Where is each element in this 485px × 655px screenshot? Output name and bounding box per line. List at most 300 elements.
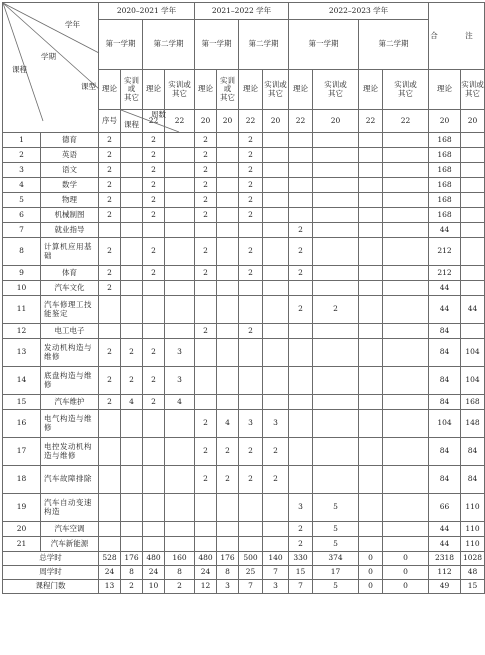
- hours-cell: 2: [239, 466, 263, 494]
- hours-cell: [165, 266, 195, 281]
- hours-cell: [263, 367, 289, 395]
- hours-cell: 2: [99, 238, 121, 266]
- totals-cell: 24: [195, 566, 217, 580]
- hours-cell: [383, 494, 429, 522]
- row-number: 2: [3, 148, 41, 163]
- hours-cell: 84: [429, 466, 461, 494]
- hours-cell: 44: [429, 522, 461, 537]
- totals-cell: 176: [121, 552, 143, 566]
- totals-cell: 330: [289, 552, 313, 566]
- hours-cell: [313, 178, 359, 193]
- weeks-value-10: 22: [383, 110, 429, 133]
- weeks-value-5: 22: [239, 110, 263, 133]
- hours-cell: 2: [99, 178, 121, 193]
- hours-cell: 2: [195, 208, 217, 223]
- hours-cell: [121, 281, 143, 296]
- curriculum-table: [2, 2, 485, 594]
- course-name: 发动机构造与维修: [41, 339, 99, 367]
- hours-cell: [263, 193, 289, 208]
- hours-cell: [99, 223, 121, 238]
- totals-cell: 3: [217, 580, 239, 594]
- hours-cell: [165, 466, 195, 494]
- type-theory-2: 理论: [143, 70, 165, 110]
- type-theory-4: 理论: [239, 70, 263, 110]
- table-row: [3, 367, 485, 395]
- hours-cell: 2: [195, 163, 217, 178]
- hours-cell: [313, 339, 359, 367]
- year-header-2: 2021–2022 学年: [195, 3, 289, 20]
- type-practice-3: 实训 或 其它: [217, 70, 239, 110]
- hours-cell: [217, 395, 239, 410]
- hours-cell: [383, 178, 429, 193]
- hours-cell: [263, 178, 289, 193]
- hours-cell: 2: [289, 266, 313, 281]
- hours-cell: [313, 324, 359, 339]
- totals-cell: 0: [383, 552, 429, 566]
- hours-cell: 5: [313, 537, 359, 552]
- hours-cell: 2: [239, 324, 263, 339]
- hours-cell: [359, 193, 383, 208]
- type-practice-1: 实训 或 其它: [121, 70, 143, 110]
- corner-term-label: 学期: [41, 52, 56, 61]
- hours-cell: [99, 296, 121, 324]
- hours-cell: [217, 537, 239, 552]
- course-name: 底盘构造与维修: [41, 367, 99, 395]
- hours-cell: [143, 438, 165, 466]
- hours-cell: 44: [461, 296, 485, 324]
- course-label: 课程: [124, 120, 139, 129]
- totals-cell: 2: [121, 580, 143, 594]
- hours-cell: [99, 522, 121, 537]
- hours-cell: [359, 324, 383, 339]
- table-row: [3, 208, 485, 223]
- hours-cell: 2: [143, 395, 165, 410]
- hours-cell: 4: [165, 395, 195, 410]
- weeks-value-11: 20: [429, 110, 461, 133]
- hours-cell: [121, 238, 143, 266]
- weeks-value-12: 20: [461, 110, 485, 133]
- corner-course-label: 课程: [12, 65, 27, 74]
- hours-cell: 3: [165, 367, 195, 395]
- hours-cell: [143, 494, 165, 522]
- hours-cell: [217, 339, 239, 367]
- hours-cell: [121, 193, 143, 208]
- course-name: 语文: [41, 163, 99, 178]
- table-row: [3, 133, 485, 148]
- hours-cell: [359, 281, 383, 296]
- course-name: 汽车文化: [41, 281, 99, 296]
- type-theory-6: 理论: [359, 70, 383, 110]
- course-name: 汽车故障排除: [41, 466, 99, 494]
- hours-cell: [289, 148, 313, 163]
- hours-cell: [461, 208, 485, 223]
- weeks-corner-box: [121, 110, 179, 132]
- hours-cell: 2: [239, 193, 263, 208]
- hours-cell: [165, 281, 195, 296]
- course-name: 电控发动机构造与维修: [41, 438, 99, 466]
- hours-cell: 2: [99, 208, 121, 223]
- hours-cell: 2: [99, 266, 121, 281]
- hours-cell: [165, 324, 195, 339]
- hours-cell: [359, 133, 383, 148]
- hours-cell: [289, 395, 313, 410]
- hours-cell: [461, 238, 485, 266]
- hours-cell: [143, 537, 165, 552]
- hours-cell: [99, 537, 121, 552]
- hours-cell: [359, 163, 383, 178]
- hours-cell: [239, 537, 263, 552]
- totals-cell: 7: [289, 580, 313, 594]
- hours-cell: [165, 148, 195, 163]
- hours-cell: 2: [195, 324, 217, 339]
- hours-cell: 110: [461, 494, 485, 522]
- hours-cell: [195, 223, 217, 238]
- hours-cell: [165, 223, 195, 238]
- hours-cell: 3: [263, 410, 289, 438]
- hours-cell: [121, 537, 143, 552]
- hours-cell: 2: [99, 133, 121, 148]
- hours-cell: 2: [195, 148, 217, 163]
- totals-cell: 1028: [461, 552, 485, 566]
- hours-cell: 3: [165, 339, 195, 367]
- hours-cell: 84: [429, 324, 461, 339]
- term-header-5: 第一学期: [289, 20, 359, 70]
- hours-cell: [313, 163, 359, 178]
- hours-cell: [289, 438, 313, 466]
- hours-cell: 5: [313, 522, 359, 537]
- row-number: 11: [3, 296, 41, 324]
- weeks-label: 周数: [151, 110, 166, 119]
- totals-cell: 7: [239, 580, 263, 594]
- hours-cell: [359, 208, 383, 223]
- hours-cell: 2: [121, 339, 143, 367]
- hours-cell: 104: [461, 339, 485, 367]
- course-name: 电气构造与维修: [41, 410, 99, 438]
- table-row: [3, 395, 485, 410]
- hours-cell: [195, 281, 217, 296]
- hours-cell: [461, 193, 485, 208]
- hours-cell: [239, 522, 263, 537]
- row-number: 13: [3, 339, 41, 367]
- course-name: 汽车维护: [41, 395, 99, 410]
- totals-cell: 49: [429, 580, 461, 594]
- row-number: 5: [3, 193, 41, 208]
- hours-cell: [383, 537, 429, 552]
- row-number: 16: [3, 410, 41, 438]
- term-header-6: 第二学期: [359, 20, 429, 70]
- hours-cell: [165, 193, 195, 208]
- row-number: 6: [3, 208, 41, 223]
- weeks-value-8: 20: [313, 110, 359, 133]
- hours-cell: 2: [143, 266, 165, 281]
- course-name: 汽车新能源: [41, 537, 99, 552]
- hours-cell: 2: [99, 148, 121, 163]
- course-name: 汽车修理工技能鉴定: [41, 296, 99, 324]
- hours-cell: [143, 223, 165, 238]
- hours-cell: [217, 223, 239, 238]
- table-row: [3, 178, 485, 193]
- row-number: 8: [3, 238, 41, 266]
- row-number: 4: [3, 178, 41, 193]
- hours-cell: [289, 367, 313, 395]
- table-row: [3, 466, 485, 494]
- hours-cell: [217, 494, 239, 522]
- totals-cell: 2318: [429, 552, 461, 566]
- table-row: [3, 438, 485, 466]
- hours-cell: [383, 163, 429, 178]
- totals-cell: 13: [99, 580, 121, 594]
- table-row: [3, 494, 485, 522]
- hours-cell: [121, 163, 143, 178]
- hours-cell: 2: [239, 208, 263, 223]
- hours-cell: 2: [195, 410, 217, 438]
- hours-cell: [289, 163, 313, 178]
- hours-cell: 2: [99, 193, 121, 208]
- hours-cell: 2: [217, 466, 239, 494]
- hours-cell: [195, 537, 217, 552]
- hours-cell: [313, 193, 359, 208]
- hours-cell: [239, 223, 263, 238]
- hours-cell: 2: [239, 238, 263, 266]
- totals-cell: 48: [461, 566, 485, 580]
- hours-cell: [195, 494, 217, 522]
- hours-cell: [313, 410, 359, 438]
- hours-cell: [289, 466, 313, 494]
- seq-header: 序号: [99, 110, 121, 133]
- hours-cell: [263, 296, 289, 324]
- hours-cell: 2: [239, 148, 263, 163]
- hours-cell: [461, 133, 485, 148]
- hours-cell: [359, 178, 383, 193]
- hours-cell: 2: [195, 193, 217, 208]
- hours-cell: [383, 133, 429, 148]
- hours-cell: [217, 522, 239, 537]
- hours-cell: [359, 395, 383, 410]
- hours-cell: [217, 266, 239, 281]
- hours-cell: 84: [461, 466, 485, 494]
- totals-cell: 160: [165, 552, 195, 566]
- totals-cell: 0: [383, 566, 429, 580]
- hours-cell: [383, 208, 429, 223]
- hours-cell: 2: [143, 148, 165, 163]
- hours-cell: 168: [461, 395, 485, 410]
- hours-cell: [289, 208, 313, 223]
- totals-cell: 480: [143, 552, 165, 566]
- hours-cell: [461, 223, 485, 238]
- hours-cell: [143, 281, 165, 296]
- hours-cell: [165, 178, 195, 193]
- hours-cell: [263, 133, 289, 148]
- hours-cell: [289, 324, 313, 339]
- hours-cell: 168: [429, 208, 461, 223]
- hours-cell: [263, 148, 289, 163]
- hours-cell: [359, 537, 383, 552]
- hours-cell: [383, 223, 429, 238]
- term-header-1: 第一学期: [99, 20, 143, 70]
- hours-cell: [359, 522, 383, 537]
- table-row: [3, 238, 485, 266]
- hours-cell: [263, 281, 289, 296]
- hours-cell: 4: [217, 410, 239, 438]
- hours-cell: [217, 193, 239, 208]
- hours-cell: [99, 466, 121, 494]
- hours-cell: [313, 208, 359, 223]
- hours-cell: 66: [429, 494, 461, 522]
- table-row: [3, 148, 485, 163]
- totals-cell: 15: [461, 580, 485, 594]
- row-number: 9: [3, 266, 41, 281]
- hours-cell: [239, 395, 263, 410]
- hours-cell: [121, 438, 143, 466]
- table-row: [3, 223, 485, 238]
- row-number: 15: [3, 395, 41, 410]
- totals-cell: 17: [313, 566, 359, 580]
- row-number: 18: [3, 466, 41, 494]
- hours-cell: 212: [429, 266, 461, 281]
- totals-cell: 176: [217, 552, 239, 566]
- hours-cell: [99, 438, 121, 466]
- hours-cell: [239, 339, 263, 367]
- hours-cell: [359, 148, 383, 163]
- hours-cell: [165, 133, 195, 148]
- hours-cell: 2: [143, 339, 165, 367]
- hours-cell: 2: [143, 133, 165, 148]
- hours-cell: [99, 494, 121, 522]
- hours-cell: [313, 466, 359, 494]
- total-header: 合 注: [429, 3, 485, 70]
- hours-cell: 168: [429, 163, 461, 178]
- hours-cell: 44: [429, 296, 461, 324]
- totals-cell: 0: [359, 566, 383, 580]
- hours-cell: [121, 133, 143, 148]
- hours-cell: [313, 266, 359, 281]
- weeks-value-4: 20: [217, 110, 239, 133]
- hours-cell: 44: [429, 281, 461, 296]
- hours-cell: [359, 466, 383, 494]
- hours-cell: [195, 367, 217, 395]
- term-header-4: 第二学期: [239, 20, 289, 70]
- course-name: 体育: [41, 266, 99, 281]
- table-row: [3, 522, 485, 537]
- hours-cell: [383, 339, 429, 367]
- hours-cell: [217, 324, 239, 339]
- year-header-3: 2022–2023 学年: [289, 3, 429, 20]
- totals-cell: 25: [239, 566, 263, 580]
- hours-cell: [383, 296, 429, 324]
- type-practice-4: 实训或 其它: [263, 70, 289, 110]
- weeks-value-3: 20: [195, 110, 217, 133]
- hours-cell: [165, 522, 195, 537]
- hours-cell: 2: [99, 163, 121, 178]
- course-name: 英语: [41, 148, 99, 163]
- hours-cell: 2: [143, 193, 165, 208]
- hours-cell: 168: [429, 193, 461, 208]
- hours-cell: 3: [289, 494, 313, 522]
- course-name: 计算机应用基础: [41, 238, 99, 266]
- hours-cell: [121, 324, 143, 339]
- hours-cell: [217, 148, 239, 163]
- hours-cell: [165, 238, 195, 266]
- hours-cell: [195, 395, 217, 410]
- table-row: [3, 163, 485, 178]
- year-header-1: 2020–2021 学年: [99, 3, 195, 20]
- hours-cell: [121, 410, 143, 438]
- hours-cell: [263, 163, 289, 178]
- hours-cell: [359, 438, 383, 466]
- hours-cell: 3: [239, 410, 263, 438]
- hours-cell: [165, 296, 195, 324]
- hours-cell: 2: [289, 522, 313, 537]
- hours-cell: [263, 238, 289, 266]
- row-number: 14: [3, 367, 41, 395]
- totals-cell: 374: [313, 552, 359, 566]
- type-practice-2: 实训或 其它: [165, 70, 195, 110]
- row-number: 1: [3, 133, 41, 148]
- hours-cell: [239, 296, 263, 324]
- totals-cell: 24: [99, 566, 121, 580]
- hours-cell: [239, 367, 263, 395]
- hours-cell: [383, 522, 429, 537]
- weeks-value-1: 22: [143, 110, 165, 133]
- hours-cell: [313, 238, 359, 266]
- totals-label: 周学时: [3, 566, 99, 580]
- hours-cell: [165, 410, 195, 438]
- hours-cell: 2: [195, 178, 217, 193]
- type-theory-5: 理论: [289, 70, 313, 110]
- table-row: [3, 266, 485, 281]
- hours-cell: [263, 494, 289, 522]
- hours-cell: [263, 522, 289, 537]
- corner-year-label: 学年: [65, 20, 80, 29]
- hours-cell: [165, 208, 195, 223]
- hours-cell: [217, 163, 239, 178]
- hours-cell: [383, 410, 429, 438]
- hours-cell: [461, 148, 485, 163]
- hours-cell: [263, 395, 289, 410]
- hours-cell: 2: [143, 163, 165, 178]
- hours-cell: [143, 410, 165, 438]
- table-row: [3, 324, 485, 339]
- table-row: [3, 281, 485, 296]
- hours-cell: 110: [461, 522, 485, 537]
- totals-cell: 12: [195, 580, 217, 594]
- hours-cell: [263, 324, 289, 339]
- hours-cell: 2: [239, 133, 263, 148]
- hours-cell: 84: [429, 367, 461, 395]
- hours-cell: 148: [461, 410, 485, 438]
- hours-cell: 2: [195, 133, 217, 148]
- hours-cell: [461, 281, 485, 296]
- hours-cell: [359, 494, 383, 522]
- table-row: [3, 537, 485, 552]
- hours-cell: [239, 494, 263, 522]
- hours-cell: [289, 410, 313, 438]
- hours-cell: 2: [313, 296, 359, 324]
- hours-cell: [359, 296, 383, 324]
- corner-type-label: 课型: [81, 82, 96, 91]
- hours-cell: 2: [239, 266, 263, 281]
- hours-cell: [289, 133, 313, 148]
- hours-cell: [217, 367, 239, 395]
- hours-cell: [263, 537, 289, 552]
- course-name: 汽车空调: [41, 522, 99, 537]
- hours-cell: 110: [461, 537, 485, 552]
- totals-cell: 112: [429, 566, 461, 580]
- hours-cell: 2: [289, 238, 313, 266]
- hours-cell: [313, 367, 359, 395]
- hours-cell: [165, 438, 195, 466]
- hours-cell: [313, 223, 359, 238]
